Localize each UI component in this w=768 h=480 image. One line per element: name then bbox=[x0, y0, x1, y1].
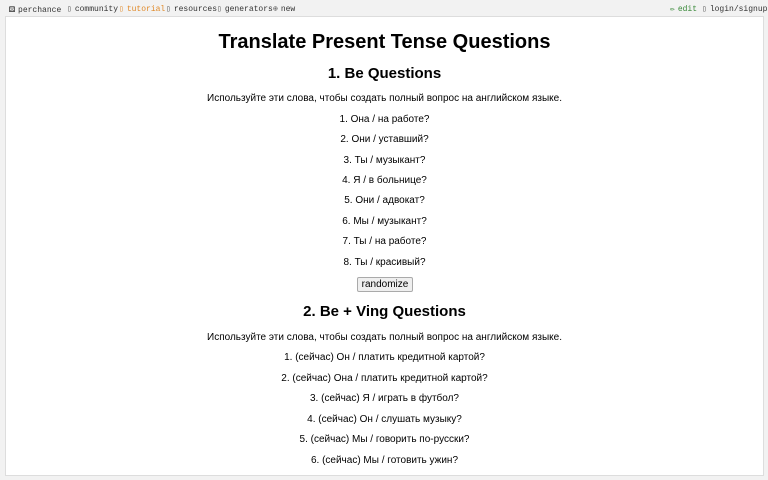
nav-label: generators bbox=[224, 5, 273, 14]
list-item: 4. (сейчас) Он / слушать музыку? bbox=[307, 414, 462, 425]
list-item: 2. (сейчас) Она / платить кредитной картой? bbox=[281, 373, 488, 384]
nav-login[interactable] bbox=[702, 4, 767, 14]
nav-community[interactable] bbox=[67, 4, 118, 14]
dice-icon: ⚄ bbox=[9, 5, 16, 16]
list-item: 5. Они / адвокат? bbox=[344, 195, 425, 206]
resources-icon: ▯ bbox=[166, 5, 171, 14]
list-item: 1. Она / на работе? bbox=[339, 114, 430, 125]
tutorial-icon: ▯ bbox=[119, 5, 124, 14]
nav-resources[interactable] bbox=[166, 4, 217, 14]
nav-label: community bbox=[74, 5, 119, 14]
list-item: 5. (сейчас) Мы / говорить по-русски? bbox=[299, 434, 470, 445]
list-item: 7. Ты / на работе? bbox=[342, 236, 427, 247]
community-icon: ▯ bbox=[67, 5, 72, 14]
plus-icon: ⊕ bbox=[273, 5, 278, 14]
list-item: 4. Я / в больнице? bbox=[342, 175, 427, 186]
randomize-button[interactable]: randomize bbox=[357, 277, 413, 292]
section-1-heading: 1. Be Questions bbox=[327, 65, 442, 82]
nav-label: tutorial bbox=[126, 5, 166, 14]
list-item: 1. (сейчас) Он / платить кредитной картой? bbox=[284, 352, 485, 363]
nav-new[interactable] bbox=[273, 4, 295, 14]
section-2-heading: 2. Be + Ving Questions bbox=[303, 303, 466, 320]
nav-label: resources bbox=[173, 5, 218, 14]
pencil-icon: ✏ bbox=[670, 5, 675, 14]
user-icon: ▯ bbox=[702, 5, 707, 14]
content-panel bbox=[5, 16, 764, 476]
page-title: Translate Present Tense Questions bbox=[218, 31, 551, 53]
nav-label: perchance bbox=[18, 6, 62, 15]
nav-edit[interactable] bbox=[670, 4, 697, 14]
nav-label: edit bbox=[677, 5, 698, 14]
list-item: 2. Они / уставший? bbox=[340, 134, 429, 145]
nav-label: new bbox=[280, 5, 296, 14]
list-item: 3. Ты / музыкант? bbox=[343, 155, 426, 166]
section-1-instruction: Используйте эти слова, чтобы создать полный вопрос на английском языке. bbox=[207, 93, 562, 104]
section-2-instruction: Используйте эти слова, чтобы создать полный вопрос на английском языке. bbox=[207, 332, 562, 343]
list-item: 3. (сейчас) Я / играть в футбол? bbox=[310, 393, 459, 404]
nav-tutorial[interactable] bbox=[119, 4, 165, 14]
list-item: 6. (сейчас) Мы / готовить ужин? bbox=[310, 455, 459, 466]
list-item: 8. Ты / красивый? bbox=[343, 257, 426, 268]
top-nav-bar bbox=[0, 0, 768, 16]
nav-generators[interactable] bbox=[217, 4, 273, 14]
list-item: 6. Мы / музыкант? bbox=[342, 216, 427, 227]
generators-icon: ▯ bbox=[217, 5, 222, 14]
nav-perchance[interactable] bbox=[9, 4, 61, 16]
nav-label: login/signup bbox=[709, 5, 768, 14]
